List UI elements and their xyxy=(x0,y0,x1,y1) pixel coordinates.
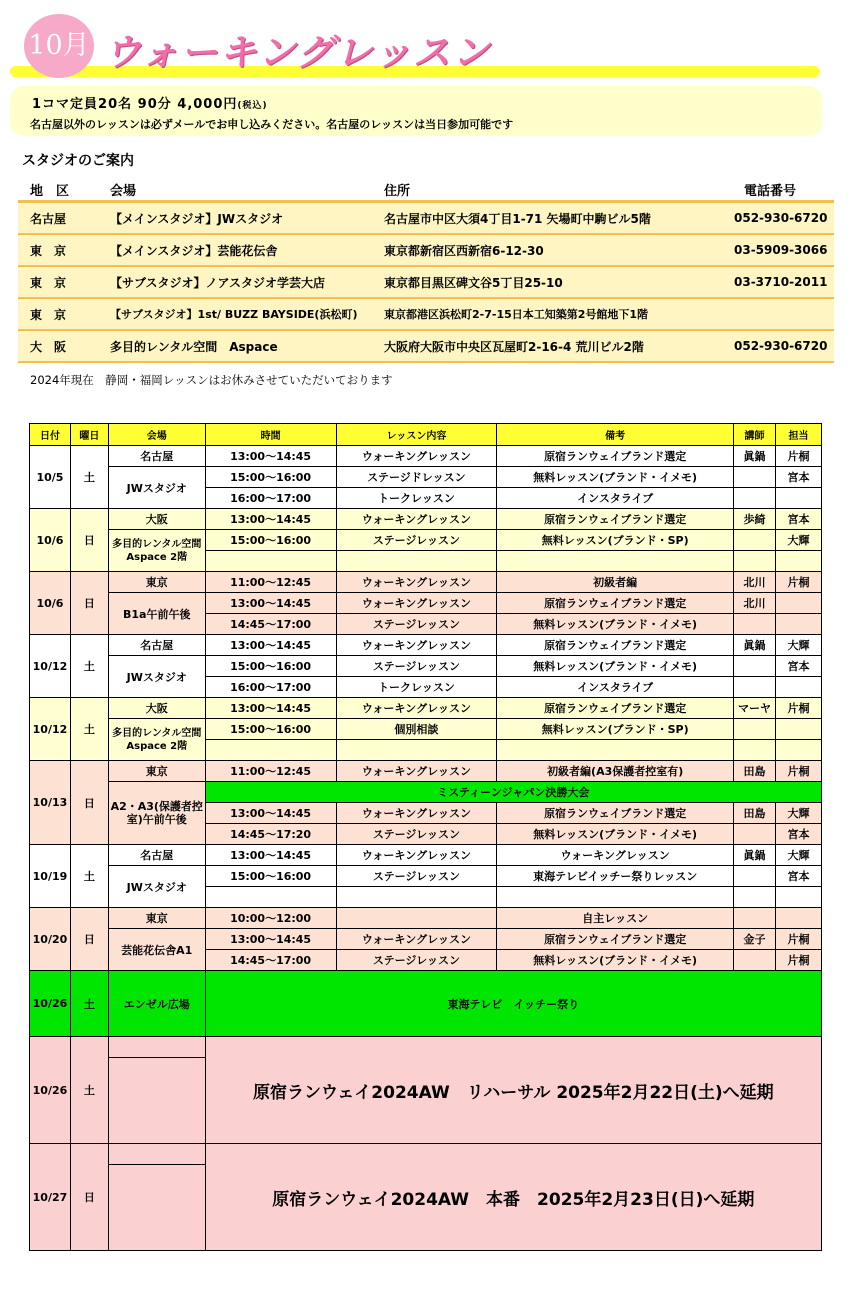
note-cell: 原宿ランウェイブランド選定 xyxy=(497,635,734,656)
content-cell: ステージドレッスン xyxy=(336,467,497,488)
content-cell: ウォーキングレッスン xyxy=(336,593,497,614)
dow-cell: 土 xyxy=(70,698,108,761)
studio-area: 東 京 xyxy=(18,234,106,266)
note-cell: 無料レッスン(ブランド・SP) xyxy=(497,530,734,551)
teacher-cell: 金子 xyxy=(734,929,776,950)
empty-cell xyxy=(497,740,734,761)
staff-cell: 大輝 xyxy=(776,635,822,656)
table-row xyxy=(30,635,822,656)
time-cell: 16:00～17:00 xyxy=(205,488,336,509)
staff-cell: 宮本 xyxy=(776,656,822,677)
empty-cell xyxy=(336,887,497,908)
studio-header-phone: 電話番号 xyxy=(730,178,834,202)
content-cell: ウォーキングレッスン xyxy=(336,446,497,467)
studio-phone: 052-930-6720 xyxy=(730,202,834,235)
note-cell: 原宿ランウェイブランド選定 xyxy=(497,929,734,950)
studio-phone: 03-5909-3066 xyxy=(730,234,834,266)
content-cell: ステージレッスン xyxy=(336,530,497,551)
venue-cell: JWスタジオ xyxy=(108,656,205,698)
postponed-show-cell: 原宿ランウェイ2024AW 本番 2025年2月23日(日)へ延期 xyxy=(205,1144,821,1251)
staff-cell: 宮本 xyxy=(776,509,822,530)
studio-header-area: 地 区 xyxy=(18,178,106,202)
studio-address: 東京都目黒区碑文谷5丁目25-10 xyxy=(380,266,730,298)
venue-cell: 東京 xyxy=(108,908,205,929)
empty-cell xyxy=(336,740,497,761)
venue-cell: A2・A3(保護者控室)午前午後 xyxy=(108,782,205,845)
table-row xyxy=(30,782,822,803)
time-cell: 14:45～17:00 xyxy=(205,614,336,635)
studio-address: 名古屋市中区大須4丁目1-71 矢場町中駒ビル5階 xyxy=(380,202,730,235)
teacher-cell: 北川 xyxy=(734,572,776,593)
dow-cell: 土 xyxy=(70,635,108,698)
staff-cell xyxy=(776,614,822,635)
dow-cell: 日 xyxy=(70,761,108,845)
teacher-cell xyxy=(734,530,776,551)
date-cell: 10/26 xyxy=(30,971,71,1037)
empty-cell xyxy=(108,1037,205,1058)
studio-venue: 【サブスタジオ】ノアスタジオ学芸大店 xyxy=(106,266,380,298)
teacher-cell xyxy=(734,467,776,488)
staff-cell: 片桐 xyxy=(776,572,822,593)
staff-cell xyxy=(776,677,822,698)
note-cell: 無料レッスン(ブランド・イメモ) xyxy=(497,467,734,488)
table-row xyxy=(30,593,822,614)
studio-table xyxy=(18,178,834,363)
date-cell: 10/5 xyxy=(30,446,71,509)
empty-cell xyxy=(108,1165,205,1251)
studio-section-title: スタジオのご案内 xyxy=(22,153,134,169)
col-venue: 会場 xyxy=(108,424,205,446)
content-cell: トークレッスン xyxy=(336,677,497,698)
empty-cell xyxy=(497,887,734,908)
time-cell: 15:00～16:00 xyxy=(205,719,336,740)
col-staff: 担当 xyxy=(776,424,822,446)
teacher-cell xyxy=(734,908,776,929)
teacher-cell xyxy=(734,677,776,698)
table-row xyxy=(30,866,822,887)
teacher-cell xyxy=(734,866,776,887)
studio-row xyxy=(18,266,834,298)
time-cell: 15:00～16:00 xyxy=(205,467,336,488)
studio-area: 大 阪 xyxy=(18,330,106,362)
dow-cell: 土 xyxy=(70,845,108,908)
teacher-cell: 田島 xyxy=(734,803,776,824)
note-cell: 無料レッスン(ブランド・イメモ) xyxy=(497,950,734,971)
col-note: 備考 xyxy=(497,424,734,446)
empty-cell xyxy=(776,887,822,908)
venue-cell: 名古屋 xyxy=(108,446,205,467)
note-cell: 初級者編 xyxy=(497,572,734,593)
studio-phone xyxy=(730,298,834,330)
table-row xyxy=(30,446,822,467)
note-cell: 原宿ランウェイブランド選定 xyxy=(497,446,734,467)
col-teacher: 講師 xyxy=(734,424,776,446)
info-price-text: 1コマ定員20名 90分 4,000円 xyxy=(32,97,238,112)
col-time: 時間 xyxy=(205,424,336,446)
empty-cell xyxy=(734,887,776,908)
content-cell: ステージレッスン xyxy=(336,656,497,677)
date-cell: 10/6 xyxy=(30,509,71,572)
studio-phone: 052-930-6720 xyxy=(730,330,834,362)
empty-cell xyxy=(108,1058,205,1144)
venue-cell: 名古屋 xyxy=(108,845,205,866)
studio-venue: 【メインスタジオ】JWスタジオ xyxy=(106,202,380,235)
empty-cell xyxy=(336,551,497,572)
staff-cell: 片桐 xyxy=(776,698,822,719)
empty-cell xyxy=(734,740,776,761)
time-cell: 13:00～14:45 xyxy=(205,446,336,467)
table-row xyxy=(30,656,822,677)
note-cell: 無料レッスン(ブランド・イメモ) xyxy=(497,824,734,845)
teacher-cell xyxy=(734,488,776,509)
note-cell: 原宿ランウェイブランド選定 xyxy=(497,698,734,719)
venue-cell: 東京 xyxy=(108,761,205,782)
studio-venue: 【メインスタジオ】芸能花伝舎 xyxy=(106,234,380,266)
venue-cell: 東京 xyxy=(108,572,205,593)
note-cell: 無料レッスン(ブランド・イメモ) xyxy=(497,614,734,635)
event-cell: 東海テレビ イッチー祭り xyxy=(205,971,821,1037)
content-cell: ステージレッスン xyxy=(336,950,497,971)
event-banner: ミスティーンジャパン決勝大会 xyxy=(205,782,821,803)
note-cell: 無料レッスン(ブランド・SP) xyxy=(497,719,734,740)
empty-cell xyxy=(205,887,336,908)
teacher-cell xyxy=(734,614,776,635)
studio-phone: 03-3710-2011 xyxy=(730,266,834,298)
date-cell: 10/27 xyxy=(30,1144,71,1251)
teacher-cell xyxy=(734,824,776,845)
table-row xyxy=(30,908,822,929)
studio-header-row xyxy=(18,178,834,202)
table-row xyxy=(30,761,822,782)
content-cell: 個別相談 xyxy=(336,719,497,740)
venue-cell: 大阪 xyxy=(108,509,205,530)
venue-cell: JWスタジオ xyxy=(108,866,205,908)
note-cell: 原宿ランウェイブランド選定 xyxy=(497,593,734,614)
closure-note: 2024年現在 静岡・福岡レッスンはお休みさせていただいております xyxy=(30,373,393,387)
content-cell xyxy=(336,908,497,929)
dow-cell: 土 xyxy=(70,446,108,509)
time-cell: 10:00～12:00 xyxy=(205,908,336,929)
table-row xyxy=(30,719,822,740)
staff-cell: 宮本 xyxy=(776,824,822,845)
note-cell: 自主レッスン xyxy=(497,908,734,929)
dow-cell: 土 xyxy=(70,1037,108,1144)
table-row xyxy=(30,698,822,719)
table-row xyxy=(30,572,822,593)
staff-cell: 大輝 xyxy=(776,845,822,866)
time-cell: 16:00～17:00 xyxy=(205,677,336,698)
content-cell: ステージレッスン xyxy=(336,866,497,887)
col-date: 日付 xyxy=(30,424,71,446)
table-row xyxy=(30,971,822,1037)
schedule-table xyxy=(29,423,822,1251)
teacher-cell: マーヤ xyxy=(734,698,776,719)
col-dow: 曜日 xyxy=(70,424,108,446)
info-tax: (税込) xyxy=(237,101,268,111)
teacher-cell: 眞鍋 xyxy=(734,845,776,866)
empty-cell xyxy=(497,551,734,572)
time-cell: 13:00～14:45 xyxy=(205,845,336,866)
page-title: ウォーキングレッスン xyxy=(104,31,492,74)
teacher-cell: 眞鍋 xyxy=(734,446,776,467)
teacher-cell: 眞鍋 xyxy=(734,635,776,656)
content-cell: ウォーキングレッスン xyxy=(336,845,497,866)
teacher-cell: 歩綺 xyxy=(734,509,776,530)
content-cell: ウォーキングレッスン xyxy=(336,635,497,656)
studio-header-address: 住所 xyxy=(380,178,730,202)
content-cell: ステージレッスン xyxy=(336,614,497,635)
teacher-cell xyxy=(734,656,776,677)
content-cell: ウォーキングレッスン xyxy=(336,929,497,950)
note-cell: 原宿ランウェイブランド選定 xyxy=(497,509,734,530)
table-row xyxy=(30,530,822,551)
staff-cell xyxy=(776,719,822,740)
time-cell: 13:00～14:45 xyxy=(205,929,336,950)
staff-cell: 大輝 xyxy=(776,530,822,551)
venue-cell: JWスタジオ xyxy=(108,467,205,509)
schedule-header-row xyxy=(30,424,822,446)
studio-row xyxy=(18,234,834,266)
studio-area: 東 京 xyxy=(18,266,106,298)
time-cell: 15:00～16:00 xyxy=(205,656,336,677)
studio-area: 名古屋 xyxy=(18,202,106,235)
empty-cell xyxy=(108,1144,205,1165)
table-row xyxy=(30,929,822,950)
time-cell: 13:00～14:45 xyxy=(205,509,336,530)
venue-cell: 大阪 xyxy=(108,698,205,719)
empty-cell xyxy=(776,551,822,572)
date-cell: 10/6 xyxy=(30,572,71,635)
info-price xyxy=(32,93,268,112)
empty-cell xyxy=(776,740,822,761)
date-cell: 10/20 xyxy=(30,908,71,971)
time-cell: 14:45～17:20 xyxy=(205,824,336,845)
staff-cell: 宮本 xyxy=(776,467,822,488)
empty-cell xyxy=(734,551,776,572)
date-cell: 10/12 xyxy=(30,698,71,761)
note-cell: ウォーキングレッスン xyxy=(497,845,734,866)
date-cell: 10/12 xyxy=(30,635,71,698)
table-row xyxy=(30,509,822,530)
staff-cell: 片桐 xyxy=(776,950,822,971)
content-cell: トークレッスン xyxy=(336,488,497,509)
staff-cell: 片桐 xyxy=(776,929,822,950)
table-row xyxy=(30,1144,822,1165)
time-cell: 11:00～12:45 xyxy=(205,572,336,593)
note-cell: インスタライブ xyxy=(497,488,734,509)
content-cell: ウォーキングレッスン xyxy=(336,803,497,824)
content-cell: ステージレッスン xyxy=(336,824,497,845)
venue-cell: 名古屋 xyxy=(108,635,205,656)
venue-cell: B1a午前午後 xyxy=(108,593,205,635)
time-cell: 13:00～14:45 xyxy=(205,593,336,614)
studio-address: 東京都新宿区西新宿6-12-30 xyxy=(380,234,730,266)
staff-cell: 大輝 xyxy=(776,803,822,824)
teacher-cell: 北川 xyxy=(734,593,776,614)
studio-row xyxy=(18,330,834,362)
staff-cell xyxy=(776,593,822,614)
time-cell: 15:00～16:00 xyxy=(205,530,336,551)
content-cell: ウォーキングレッスン xyxy=(336,572,497,593)
note-cell: 原宿ランウェイブランド選定 xyxy=(497,803,734,824)
teacher-cell xyxy=(734,950,776,971)
time-cell: 13:00～14:45 xyxy=(205,698,336,719)
date-cell: 10/13 xyxy=(30,761,71,845)
note-cell: 初級者編(A3保護者控室有) xyxy=(497,761,734,782)
postponed-rehearsal-cell: 原宿ランウェイ2024AW リハーサル 2025年2月22日(土)へ延期 xyxy=(205,1037,821,1144)
empty-cell xyxy=(205,740,336,761)
studio-venue: 【サブスタジオ】1st/ BUZZ BAYSIDE(浜松町) xyxy=(106,298,380,330)
time-cell: 14:45～17:00 xyxy=(205,950,336,971)
dow-cell: 日 xyxy=(70,1144,108,1251)
teacher-cell xyxy=(734,719,776,740)
teacher-cell: 田島 xyxy=(734,761,776,782)
studio-address: 大阪府大阪市中央区瓦屋町2-16-4 荒川ビル2階 xyxy=(380,330,730,362)
dow-cell: 日 xyxy=(70,572,108,635)
staff-cell xyxy=(776,908,822,929)
note-cell: インスタライブ xyxy=(497,677,734,698)
staff-cell: 宮本 xyxy=(776,866,822,887)
venue-cell: 多目的レンタル空間 Aspace 2階 xyxy=(108,719,205,761)
table-row xyxy=(30,1037,822,1058)
dow-cell: 日 xyxy=(70,509,108,572)
content-cell: ウォーキングレッスン xyxy=(336,698,497,719)
studio-row xyxy=(18,298,834,330)
table-row xyxy=(30,845,822,866)
note-cell: 無料レッスン(ブランド・イメモ) xyxy=(497,656,734,677)
empty-cell xyxy=(205,551,336,572)
studio-row xyxy=(18,202,834,235)
staff-cell: 片桐 xyxy=(776,761,822,782)
studio-address: 東京都港区浜松町2-7-15日本工知築第2号館地下1階 xyxy=(380,298,730,330)
dow-cell: 土 xyxy=(70,971,108,1037)
col-content: レッスン内容 xyxy=(336,424,497,446)
venue-cell: 多目的レンタル空間 Aspace 2階 xyxy=(108,530,205,572)
date-cell: 10/19 xyxy=(30,845,71,908)
dow-cell: 日 xyxy=(70,908,108,971)
venue-cell: エンゼル広場 xyxy=(108,971,205,1037)
staff-cell: 片桐 xyxy=(776,446,822,467)
month-badge: 10月 xyxy=(24,14,94,78)
table-row xyxy=(30,467,822,488)
time-cell: 11:00～12:45 xyxy=(205,761,336,782)
studio-header-venue: 会場 xyxy=(106,178,380,202)
time-cell: 13:00～14:45 xyxy=(205,803,336,824)
studio-venue: 多目的レンタル空間 Aspace xyxy=(106,330,380,362)
note-cell: 東海テレビイッチー祭りレッスン xyxy=(497,866,734,887)
content-cell: ウォーキングレッスン xyxy=(336,761,497,782)
venue-cell: 芸能花伝舎A1 xyxy=(108,929,205,971)
staff-cell xyxy=(776,488,822,509)
time-cell: 13:00～14:45 xyxy=(205,635,336,656)
content-cell: ウォーキングレッスン xyxy=(336,509,497,530)
time-cell: 15:00～16:00 xyxy=(205,866,336,887)
studio-area: 東 京 xyxy=(18,298,106,330)
date-cell: 10/26 xyxy=(30,1037,71,1144)
info-note: 名古屋以外のレッスンは必ずメールでお申し込みください。名古屋のレッスンは当日参加可能です xyxy=(30,118,514,131)
